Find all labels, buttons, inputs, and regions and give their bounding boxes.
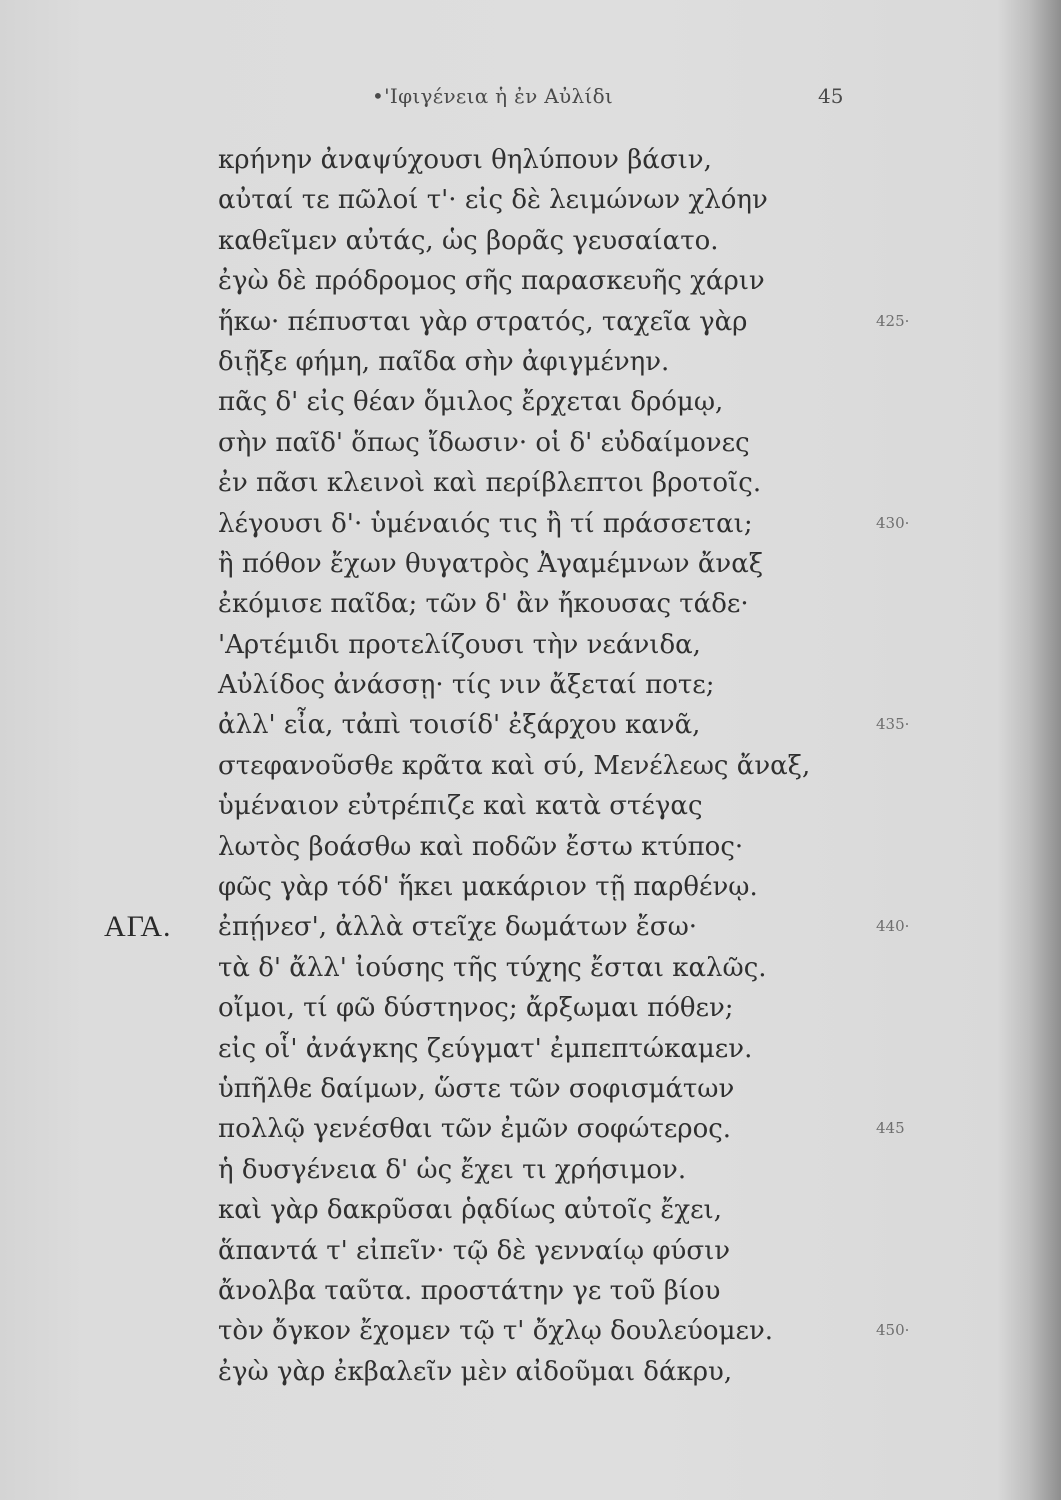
verse-line — [0, 183, 1061, 223]
verse-line — [0, 628, 1061, 668]
verse-line — [0, 264, 1061, 304]
line-number: 445 — [876, 1119, 905, 1138]
verse-text: οἴμοι, τί φῶ δύστηνος; ἄρξωμαι πόθεν; — [218, 993, 734, 1024]
verse-text: ἐγὼ δὲ πρόδρομος σῆς παρασκευῆς χάριν — [218, 266, 765, 297]
verse-line — [0, 224, 1061, 264]
line-number: 450· — [876, 1321, 910, 1340]
line-number: 440· — [876, 917, 910, 936]
verse-line — [0, 668, 1061, 708]
verse-line — [0, 1032, 1061, 1072]
verse-text: πολλῷ γενέσθαι τῶν ἐμῶν σοφώτερος. — [218, 1114, 732, 1145]
verse-line — [0, 426, 1061, 466]
verse-line — [0, 385, 1061, 425]
verse-text: διῇξε φήμη, παῖδα σὴν ἀφιγμένην. — [218, 346, 670, 377]
verse-line — [0, 870, 1061, 910]
line-number: 430· — [876, 513, 910, 532]
speaker-label: ΑΓΑ. — [104, 910, 172, 944]
verse-line — [0, 305, 1061, 345]
verse-text: αὐταί τε πῶλοί τ'· εἰς δὲ λειμώνων χλόην — [218, 185, 768, 216]
verse-text: ἅπαντά τ' εἰπεῖν· τῷ δὲ γενναίῳ φύσιν — [218, 1235, 731, 1266]
running-head-title: •'Ιφιγένεια ἡ ἐν Αὐλίδι — [372, 84, 614, 108]
verse-line — [0, 1234, 1061, 1274]
verse-text: κρήνην ἀναψύχουσι θηλύπουν βάσιν, — [218, 145, 712, 175]
verse-line — [0, 951, 1061, 991]
verse-line — [0, 1314, 1061, 1354]
verse-line — [0, 143, 1061, 183]
line-number: 435· — [876, 715, 910, 734]
verse-text: στεφανοῦσθε κρᾶτα καὶ σύ, Μενέλεως ἄναξ, — [218, 750, 811, 781]
verse-line — [0, 708, 1061, 748]
verse-text: τὸν ὄγκον ἔχομεν τῷ τ' ὄχλῳ δουλεύομεν. — [218, 1316, 774, 1347]
verse-line — [0, 587, 1061, 627]
verse-line — [0, 466, 1061, 506]
verse-line — [0, 1355, 1061, 1395]
verse-text: τὰ δ' ἄλλ' ἰούσης τῆς τύχης ἔσται καλῶς. — [218, 952, 767, 983]
verse-text: ὑμέναιον εὐτρέπιζε καὶ κατὰ στέγας — [218, 791, 703, 822]
verse-text: πᾶς δ' εἰς θέαν ὅμιλος ἔρχεται δρόμῳ, — [218, 387, 724, 418]
verse-text-block — [0, 143, 1061, 1395]
verse-text: ἄνολβα ταῦτα. προστάτην γε τοῦ βίου — [218, 1275, 721, 1306]
verse-text: καὶ γὰρ δακρῦσαι ῥᾳδίως αὐτοῖς ἔχει, — [218, 1195, 723, 1226]
verse-text: ἐγὼ γὰρ ἐκβαλεῖν μὲν αἰδοῦμαι δάκρυ, — [218, 1356, 733, 1387]
verse-line — [0, 789, 1061, 829]
verse-line — [0, 910, 1061, 950]
verse-line — [0, 1274, 1061, 1314]
verse-text: φῶς γὰρ τόδ' ἥκει μακάριον τῇ παρθένῳ. — [218, 872, 758, 903]
verse-line — [0, 547, 1061, 587]
verse-text: Αὐλίδος ἀνάσσῃ· τίς νιν ἄξεταί ποτε; — [218, 670, 715, 701]
verse-line — [0, 830, 1061, 870]
verse-line — [0, 1153, 1061, 1193]
page-number: 45 — [818, 84, 844, 108]
verse-line — [0, 1112, 1061, 1152]
verse-text: ἐν πᾶσι κλεινοὶ καὶ περίβλεπτοι βροτοῖς. — [218, 468, 762, 499]
verse-text: ἢ πόθον ἔχων θυγατρὸς Ἀγαμέμνων ἄναξ — [218, 548, 764, 579]
verse-line — [0, 991, 1061, 1031]
verse-text: λέγουσι δ'· ὑμέναιός τις ἢ τί πράσσεται; — [218, 508, 753, 539]
verse-text: ἐπῄνεσ', ἀλλὰ στεῖχε δωμάτων ἔσω· — [218, 912, 698, 943]
verse-line — [0, 507, 1061, 547]
verse-text: ὑπῆλθε δαίμων, ὥστε τῶν σοφισμάτων — [218, 1073, 735, 1104]
verse-text: σὴν παῖδ' ὅπως ἴδωσιν· οἱ δ' εὐδαίμονες — [218, 427, 750, 458]
verse-text: λωτὸς βοάσθω καὶ ποδῶν ἔστω κτύπος· — [218, 831, 744, 862]
verse-line — [0, 749, 1061, 789]
verse-text: ἡ δυσγένεια δ' ὡς ἔχει τι χρήσιμον. — [218, 1154, 687, 1185]
line-number: 425· — [876, 311, 910, 330]
verse-text: ἥκω· πέπυσται γὰρ στρατός, ταχεῖα γὰρ — [218, 306, 748, 337]
verse-text: εἰς οἷ' ἀνάγκης ζεύγματ' ἐμπεπτώκαμεν. — [218, 1033, 753, 1064]
verse-text: 'Αρτέμιδι προτελίζουσι τὴν νεάνιδα, — [218, 629, 701, 660]
verse-line — [0, 1193, 1061, 1233]
verse-text: ἀλλ' εἶα, τἀπὶ τοισίδ' ἐξάρχου κανᾶ, — [218, 710, 701, 741]
verse-text: ἐκόμισε παῖδα; τῶν δ' ἂν ἤκουσας τάδε· — [218, 589, 749, 620]
verse-text: καθεῖμεν αὐτάς, ὡς βορᾶς γευσαίατο. — [218, 225, 719, 256]
verse-line — [0, 345, 1061, 385]
verse-line — [0, 1072, 1061, 1112]
